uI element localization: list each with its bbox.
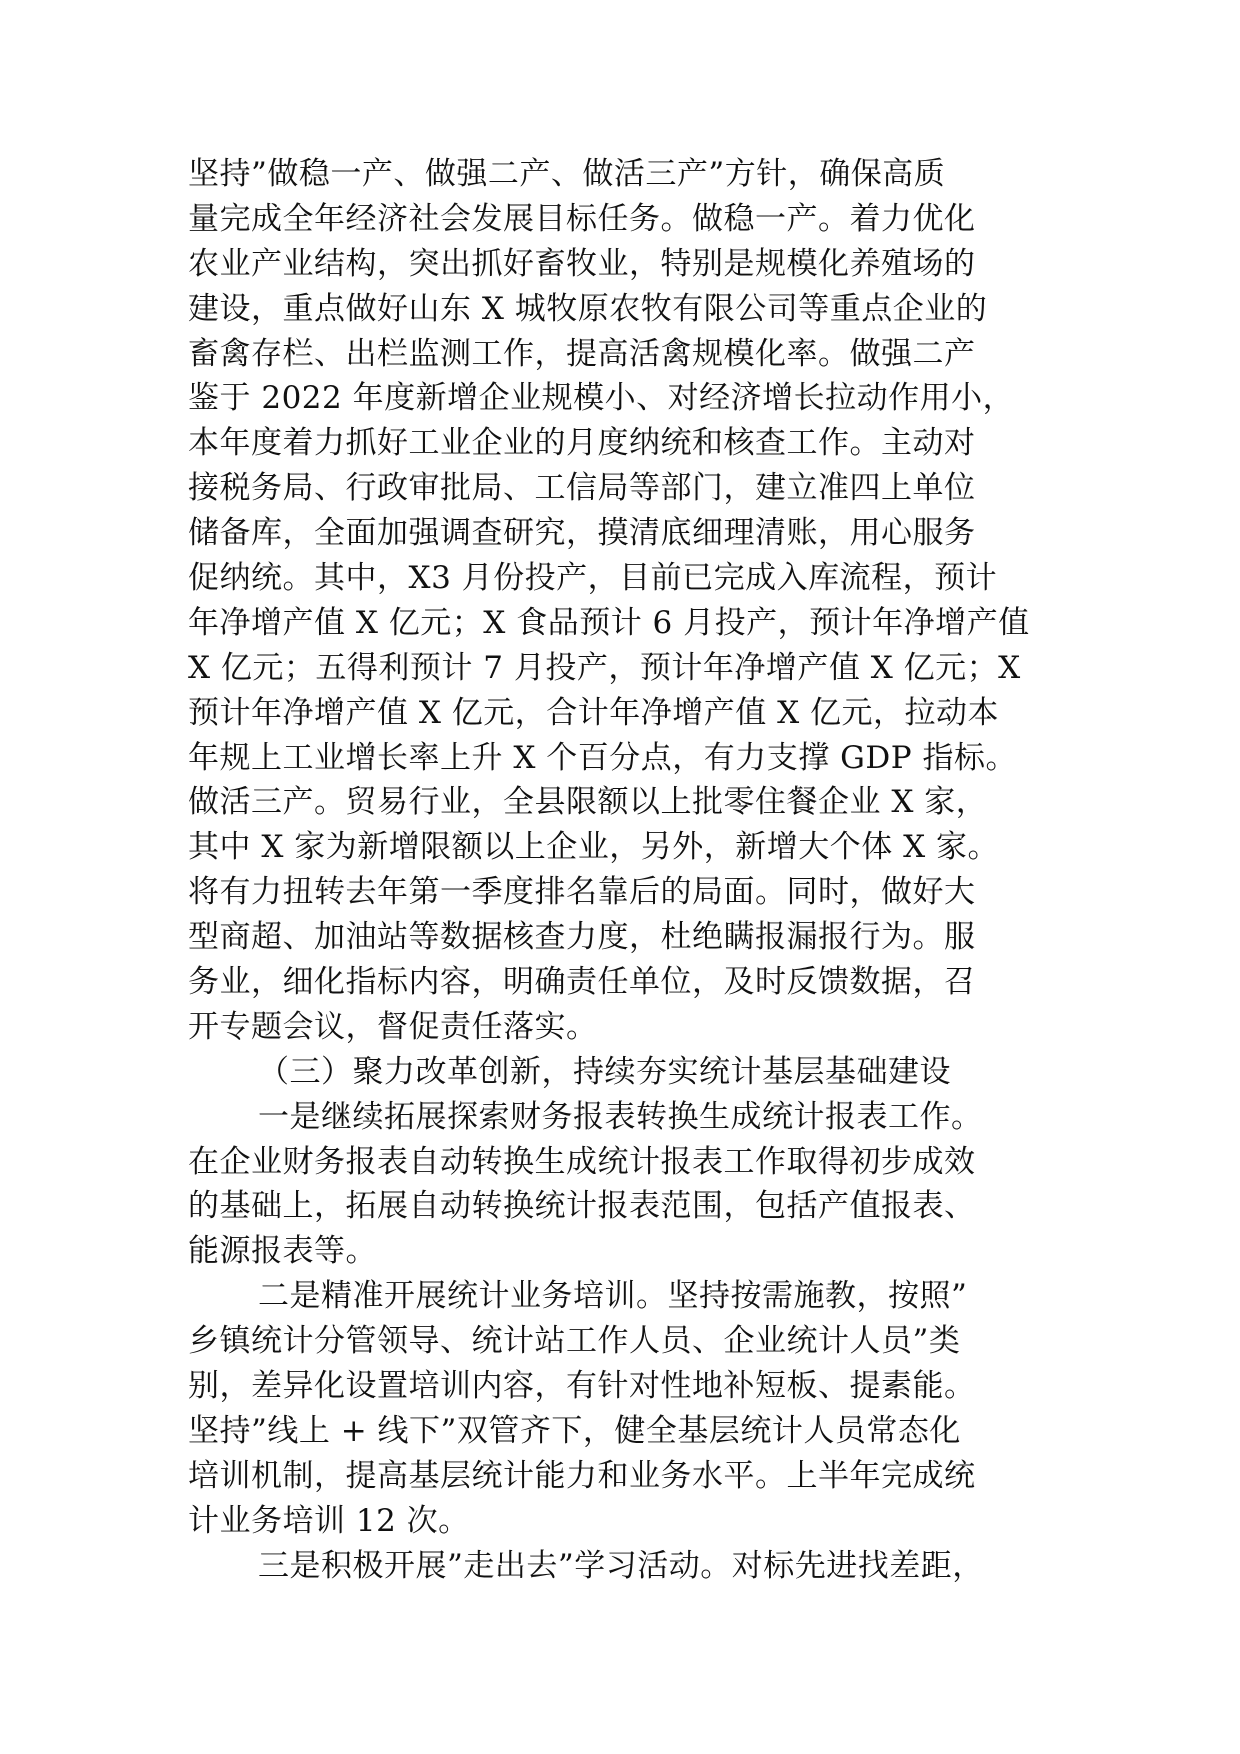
document-line: 接税务局、行政审批局、工信局等部门，建立准四上单位 (188, 470, 976, 507)
document-line: 一是继续拓展探索财务报表转换生成统计报表工作。 (258, 1098, 983, 1135)
document-line: 其中 X 家为新增限额以上企业，另外，新增大个体 X 家。 (188, 829, 1000, 866)
document-line: 量完成全年经济社会发展目标任务。做稳一产。着力优化 (188, 200, 976, 237)
document-line: 农业产业结构，突出抓好畜牧业，特别是规模化养殖场的 (188, 245, 976, 282)
document-line: 坚持”线上 + 线下”双管齐下，健全基层统计人员常态化 (188, 1412, 961, 1449)
document-line: 乡镇统计分管领导、统计站工作人员、企业统计人员”类 (188, 1323, 961, 1360)
document-line: 开专题会议，督促责任落实。 (188, 1008, 598, 1045)
document-line: 本年度着力抓好工业企业的月度纳统和核查工作。主动对 (188, 425, 976, 462)
document-line: 储备库，全面加强调查研究，摸清底细理清账，用心服务 (188, 515, 976, 552)
document-line: 在企业财务报表自动转换生成统计报表工作取得初步成效 (188, 1143, 976, 1180)
document-line: 畜禽存栏、出栏监测工作，提高活禽规模化率。做强二产 (188, 335, 976, 372)
document-line: 务业，细化指标内容，明确责任单位，及时反馈数据，召 (188, 964, 976, 1001)
document-line: 能源报表等。 (188, 1233, 377, 1270)
document-line: X 亿元；五得利预计 7 月投产，预计年净增产值 X 亿元；X (188, 649, 1021, 686)
document-line: 别，差异化设置培训内容，有针对性地补短板、提素能。 (188, 1368, 976, 1405)
document-line: 计业务培训 12 次。 (188, 1502, 470, 1539)
document-line: 促纳统。其中，X3 月份投产，目前已完成入库流程，预计 (188, 560, 998, 597)
document-line: 的基础上，拓展自动转换统计报表范围，包括产值报表、 (188, 1188, 976, 1225)
document-line: 将有力扭转去年第一季度排名靠后的局面。同时，做好大 (188, 874, 976, 911)
document-line: （三）聚力改革创新，持续夯实统计基层基础建设 (258, 1053, 951, 1090)
document-line: 三是积极开展”走出去”学习活动。对标先进找差距， (258, 1547, 984, 1584)
document-body (188, 152, 1088, 1589)
document-line: 培训机制，提高基层统计能力和业务水平。上半年完成统 (188, 1457, 976, 1494)
document-line: 预计年净增产值 X 亿元，合计年净增产值 X 亿元，拉动本 (188, 694, 1000, 731)
document-line: 做活三产。贸易行业，全县限额以上批零住餐企业 X 家， (188, 784, 988, 821)
document-line: 型商超、加油站等数据核查力度，杜绝瞒报漏报行为。服 (188, 919, 976, 956)
document-line: 建设，重点做好山东 X 城牧原农牧有限公司等重点企业的 (188, 290, 988, 327)
document-line: 鉴于 2022 年度新增企业规模小、对经济增长拉动作用小， (188, 380, 1015, 417)
document-line: 年净增产值 X 亿元；X 食品预计 6 月投产，预计年净增产值 (188, 604, 1030, 641)
document-line: 坚持”做稳一产、做强二产、做活三产”方针，确保高质 (188, 156, 946, 192)
document-line: 二是精准开展统计业务培训。坚持按需施教，按照” (258, 1278, 968, 1315)
document-line: 年规上工业增长率上升 X 个百分点，有力支撑 GDP 指标。 (188, 739, 1017, 776)
